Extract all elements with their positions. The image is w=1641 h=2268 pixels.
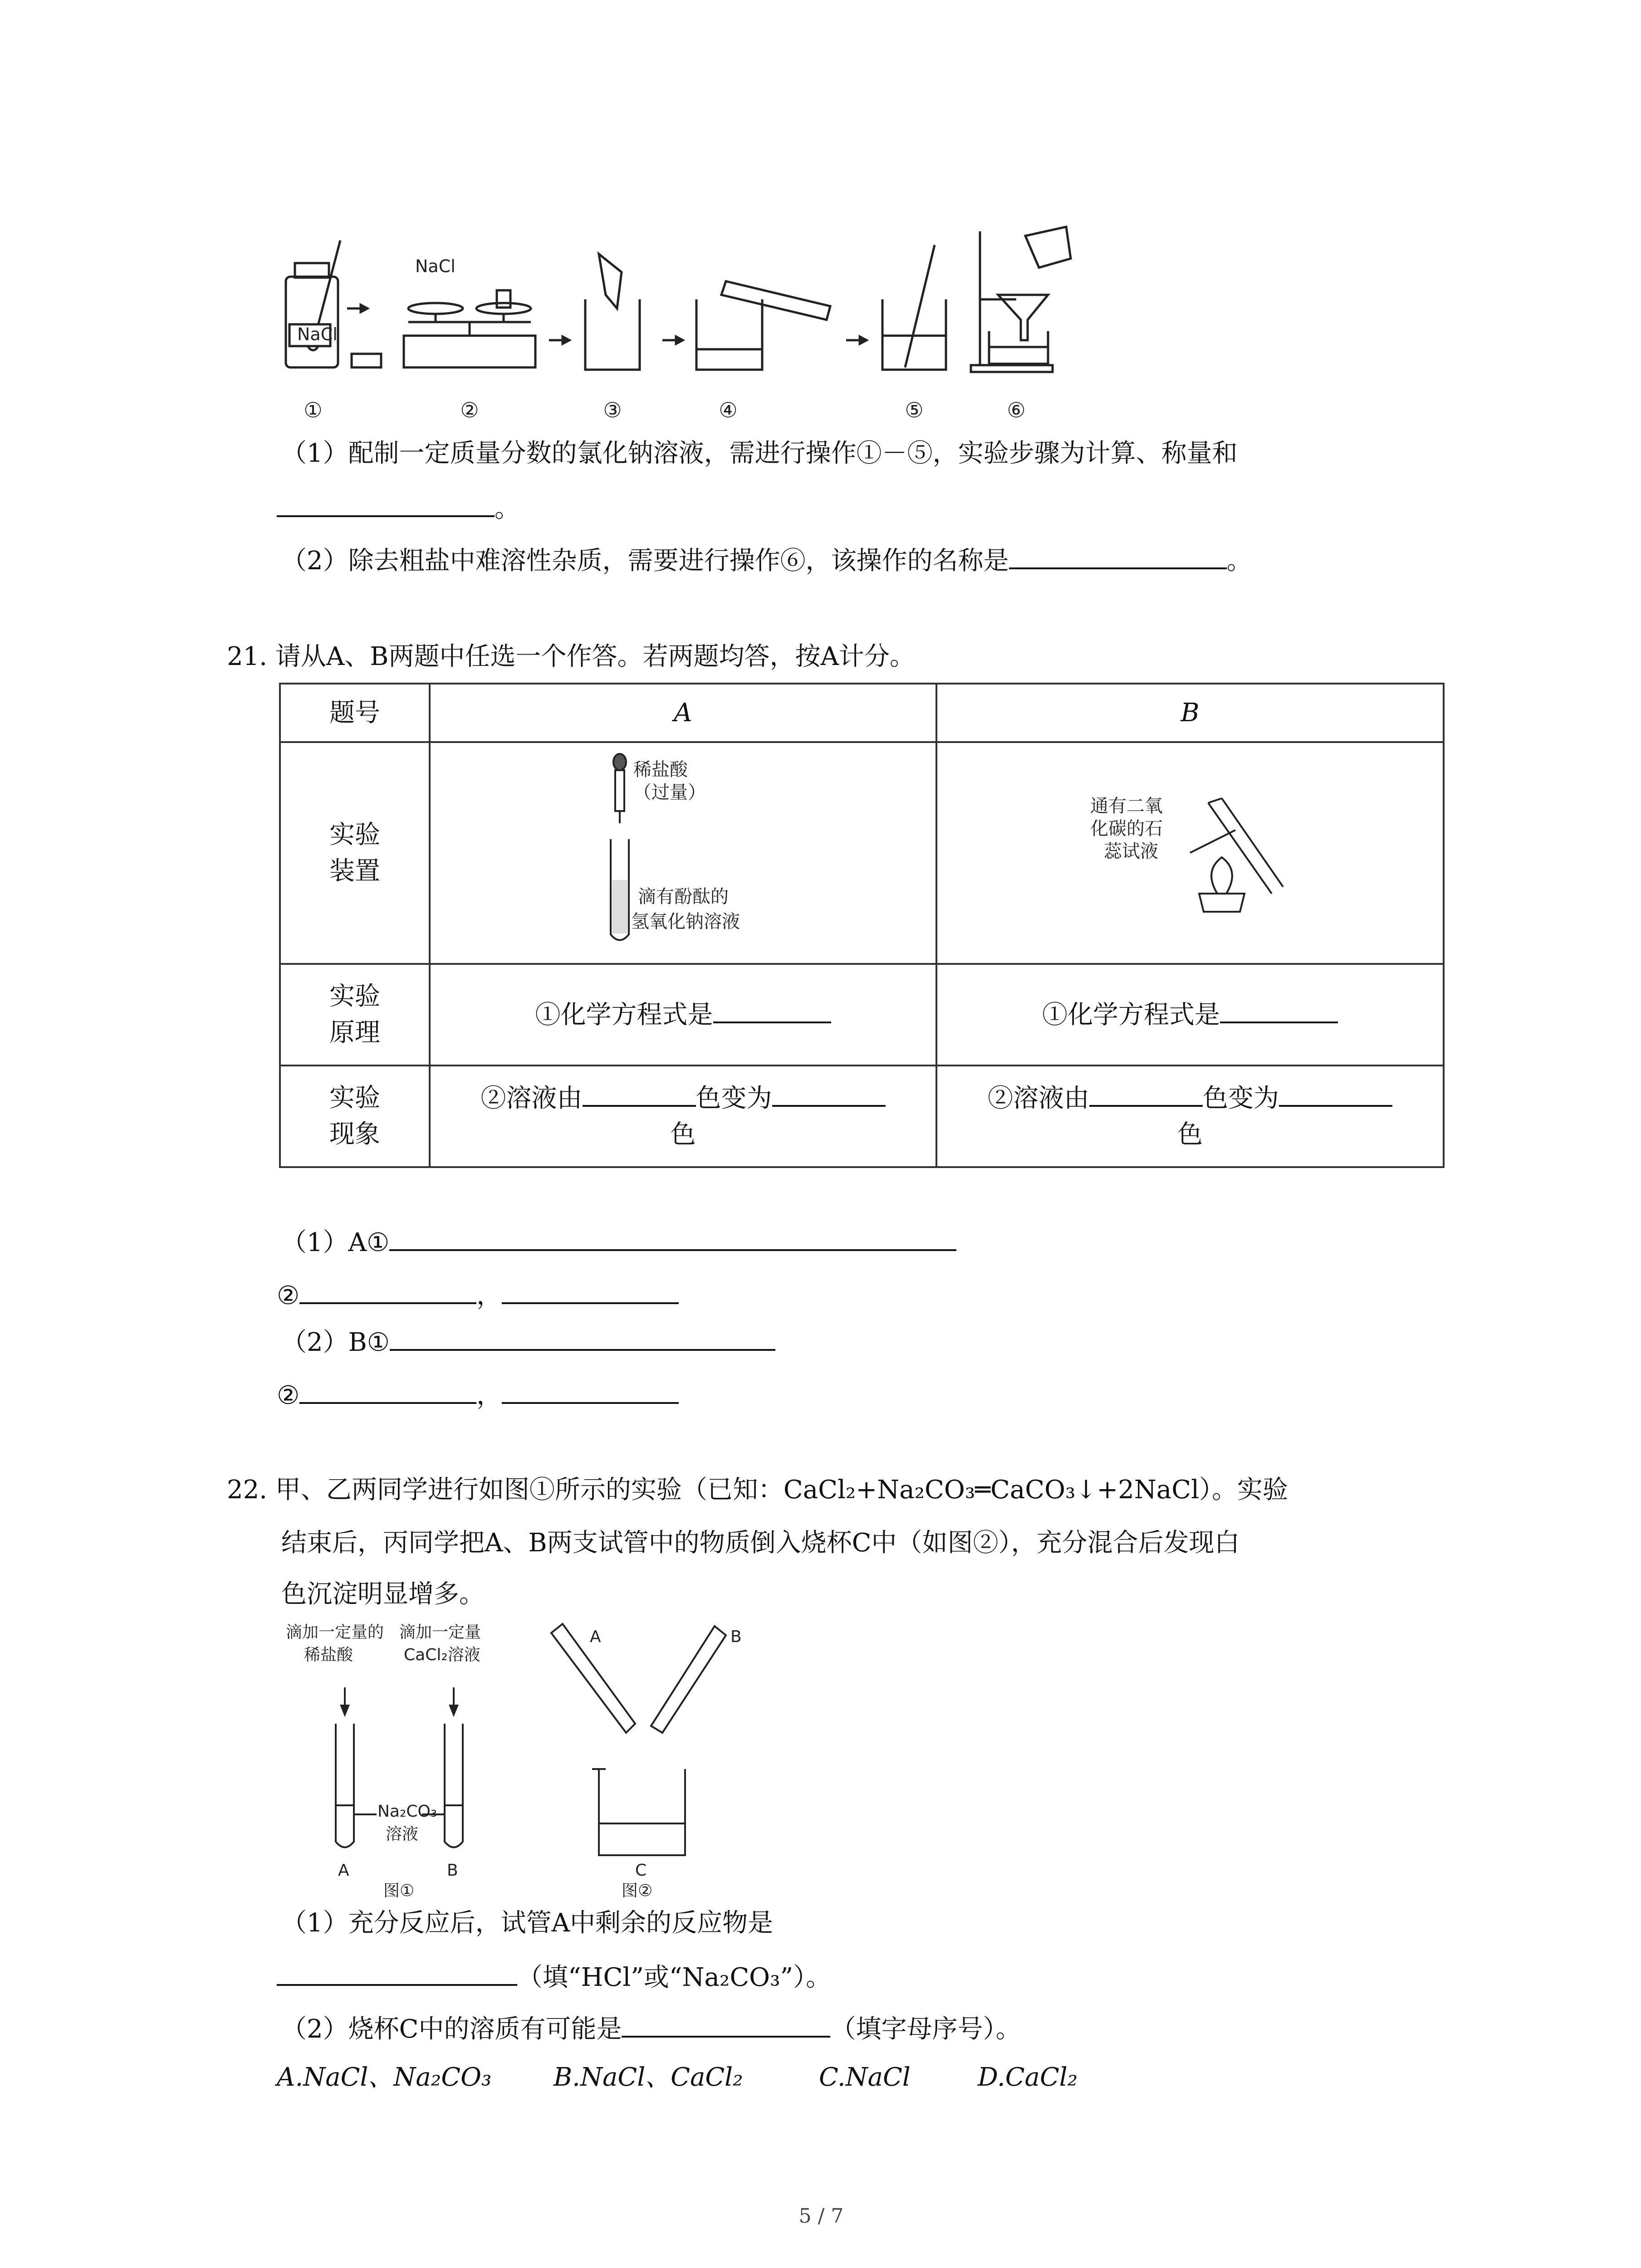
step-label-3: ③: [603, 398, 622, 422]
a-label-naoh: 氢氧化钠溶液: [631, 911, 740, 932]
phen-b-blank-2[interactable]: [1279, 1080, 1392, 1107]
phenomenon-b: ②溶液由 色变为 色: [936, 1066, 1444, 1167]
q22-blank-2[interactable]: [622, 2010, 830, 2038]
bottle-label: NaCl: [297, 324, 338, 344]
q22-sub1-line2: （填“HCl”或“Na₂CO₃”）。: [277, 1959, 831, 1996]
a-label-acid: 稀盐酸: [633, 759, 688, 780]
header-b: B: [936, 684, 1444, 742]
q21-answer-b1: （2）B①: [281, 1324, 775, 1361]
balance-label: NaCl: [415, 256, 456, 276]
answer-b2-blank-1[interactable]: [299, 1377, 476, 1404]
lab-operations-figure: [272, 218, 1361, 431]
row-principle-label: 实验原理: [280, 964, 430, 1066]
answer-b2-blank-2[interactable]: [502, 1377, 679, 1404]
apparatus-b: [936, 742, 1444, 964]
answer-b1-blank[interactable]: [390, 1324, 775, 1351]
step-label-5: ⑤: [905, 398, 924, 422]
q22-figure: [272, 1619, 771, 1901]
fig-label-na2co3: Na₂CO₃: [377, 1802, 437, 1821]
fig2-caption: 图②: [622, 1882, 653, 1900]
q21-table: [279, 683, 1445, 1168]
phen-b-blank-1[interactable]: [1089, 1080, 1203, 1107]
b-label-1: 通有二氧: [1090, 795, 1163, 816]
fig-label-acid-1: 滴加一定量的: [286, 1623, 384, 1642]
q21-answer-a2: ② ，: [277, 1277, 679, 1314]
a-label-phenol: 滴有酚酞的: [637, 886, 729, 907]
b-label-2: 化碳的石: [1090, 818, 1163, 839]
q21-answer-b2: ② ，: [277, 1377, 679, 1414]
fig-label-acid-2: 稀盐酸: [304, 1646, 353, 1664]
q20-line1-cont: 。: [277, 490, 520, 527]
fig1-caption: 图①: [383, 1882, 415, 1900]
header-a: A: [430, 684, 936, 742]
q22-sub2: （2）烧杯C中的溶质有可能是 （填字母序号）。: [281, 2010, 1021, 2048]
fig-label-solution: 溶液: [386, 1825, 419, 1843]
fig-tilt-a: A: [590, 1628, 601, 1646]
q20-blank-2[interactable]: [1009, 542, 1227, 569]
b-label-3: 蕊试液: [1104, 841, 1158, 862]
q20-blank-1[interactable]: [277, 490, 495, 517]
answer-a2-blank-1[interactable]: [299, 1277, 476, 1304]
phen-a-blank-1[interactable]: [583, 1080, 696, 1107]
step-label-4: ④: [719, 398, 738, 422]
principle-b-blank[interactable]: [1220, 996, 1338, 1023]
phenomenon-a: ②溶液由 色变为 色: [430, 1066, 936, 1167]
q20-line1: （1）配制一定质量分数的氯化钠溶液，需进行操作①－⑤，实验步骤为计算、称量和: [281, 439, 1238, 468]
step-label-1: ①: [304, 398, 323, 422]
q22-blank-1[interactable]: [277, 1959, 517, 1986]
q22-line3: 色沉淀明显增多。: [281, 1579, 485, 1609]
option-b[interactable]: B.NaCl、CaCl₂: [554, 2063, 743, 2092]
fig-tube-a: A: [338, 1861, 349, 1880]
header-number: 题号: [280, 684, 430, 742]
option-c[interactable]: C.NaCl: [819, 2063, 911, 2092]
fig-tube-b: B: [447, 1861, 458, 1880]
apparatus-a: [430, 742, 936, 964]
principle-b: ①化学方程式是: [936, 964, 1444, 1066]
dropper-test-tube-figure: [565, 744, 801, 953]
q21-intro: 21. 请从A、B两题中任选一个作答。若两题均答，按A计分。: [227, 642, 915, 671]
principle-a-blank[interactable]: [713, 996, 831, 1023]
option-d[interactable]: D.CaCl₂: [978, 2063, 1078, 2092]
row-apparatus-label: 实验装置: [280, 742, 430, 964]
q20-line2: （2）除去粗盐中难溶性杂质，需要进行操作⑥，该操作的名称是 。: [281, 542, 1252, 579]
answer-a2-blank-2[interactable]: [502, 1277, 679, 1304]
q22-sub1-line1: （1）充分反应后，试管A中剩余的反应物是: [281, 1908, 774, 1938]
step-label-2: ②: [460, 398, 479, 422]
phen-a-blank-2[interactable]: [772, 1080, 886, 1107]
fig-tilt-b: B: [730, 1628, 742, 1646]
a-label-excess: （过量）: [633, 782, 706, 803]
q22-line1: 22. 甲、乙两同学进行如图①所示的实验（已知：CaCl₂+Na₂CO₃═CaCO₃↓+2NaCl）。实验: [227, 1475, 1288, 1505]
step-label-6: ⑥: [1007, 398, 1026, 422]
fig-beaker-c: C: [635, 1861, 647, 1880]
row-phenomenon-label: 实验现象: [280, 1066, 430, 1167]
q21-answer-a1: （1）A①: [281, 1224, 956, 1261]
page-number: 5 / 7: [798, 2204, 844, 2228]
q22-line2: 结束后，丙同学把A、B两支试管中的物质倒入烧杯C中（如图②），充分混合后发现白: [281, 1528, 1240, 1558]
heating-test-tube-figure: [1072, 758, 1308, 939]
fig-label-cacl-1: 滴加一定量: [399, 1623, 481, 1642]
answer-a1-blank[interactable]: [389, 1224, 956, 1251]
principle-a: ①化学方程式是: [430, 964, 936, 1066]
fig-label-cacl-2: CaCl₂溶液: [404, 1646, 480, 1664]
option-a[interactable]: A.NaCl、Na₂CO₃: [277, 2063, 492, 2092]
